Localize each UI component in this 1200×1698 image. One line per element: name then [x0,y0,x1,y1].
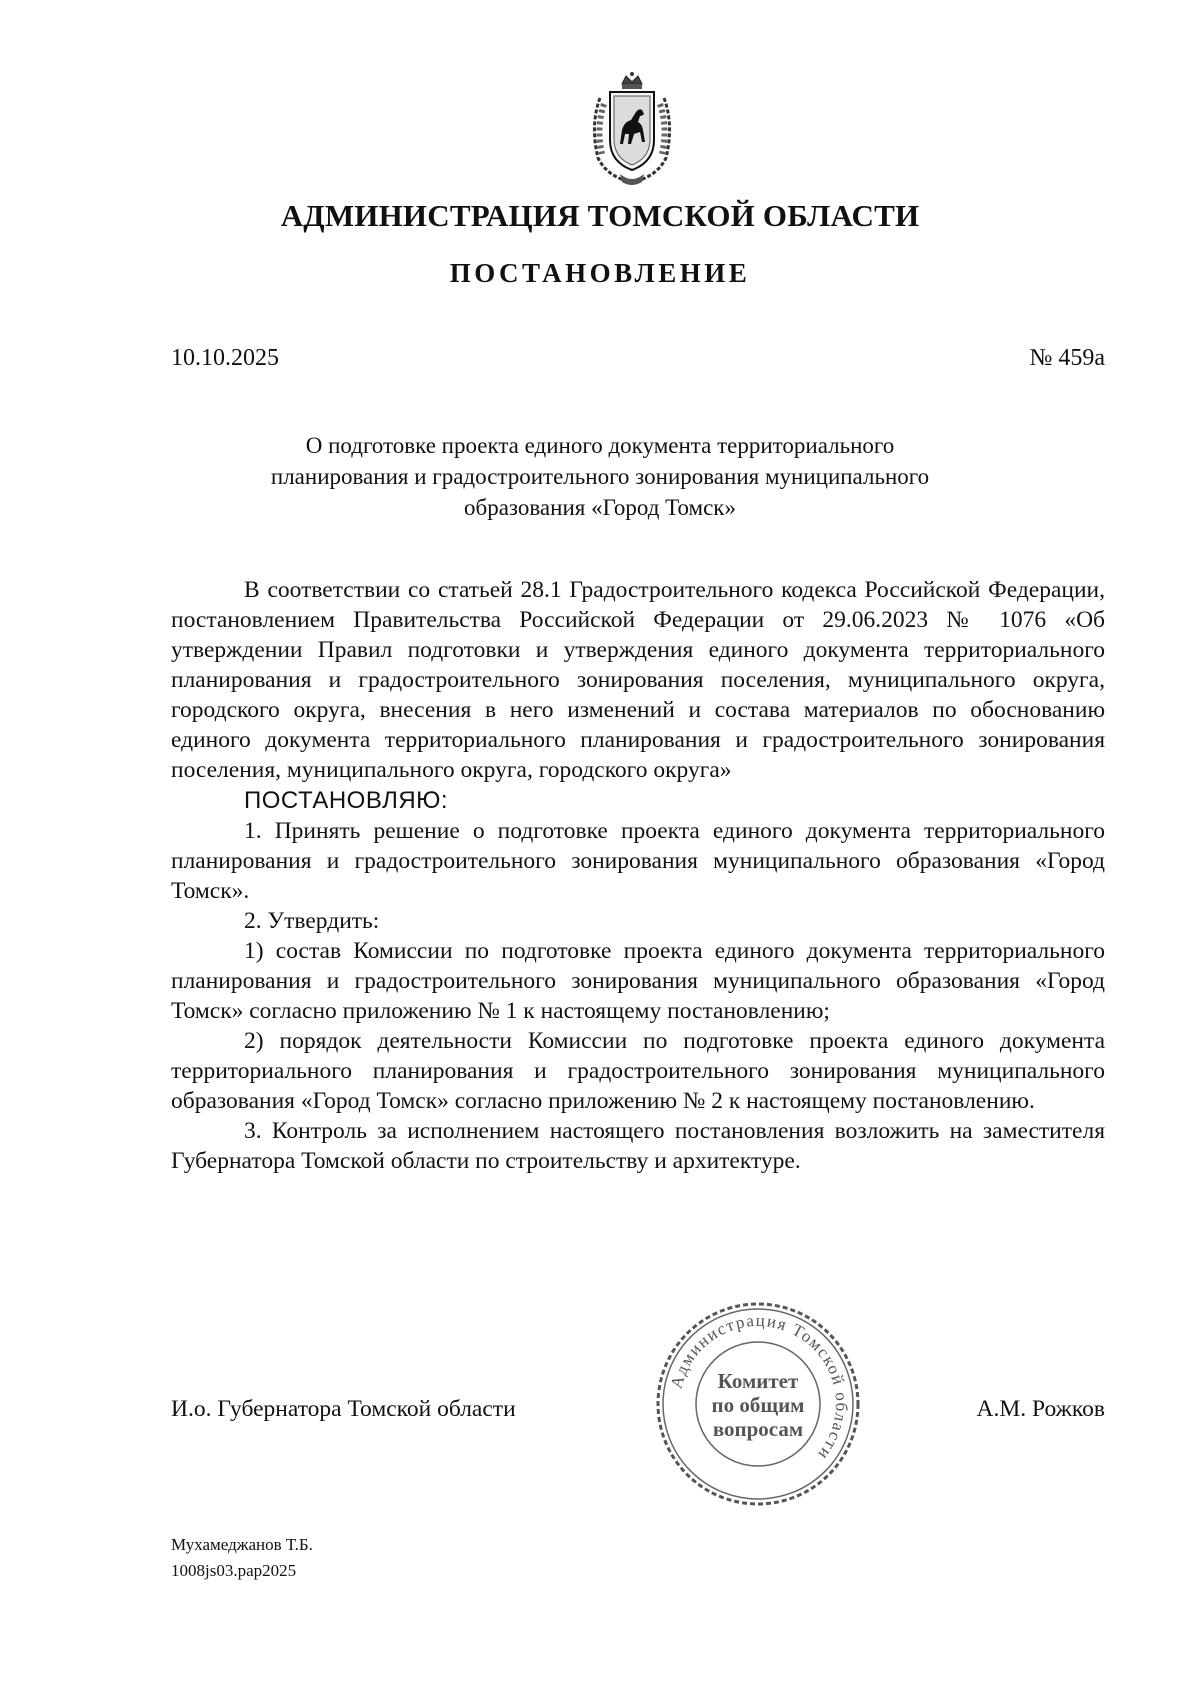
document-subject [200,430,1000,523]
item-2-2-paragraph: 2) порядок деятельности Комиссии по подготовке проекта единого документа территориального планирования и градостроительного зонирования муниципального образования «Город Томск» согласно приложению № 2 к настоящему постановлению. [171,1028,1105,1114]
document-date: 10.10.2025 [171,345,279,371]
performer-name: Мухамеджанов Т.Б. [171,1535,313,1554]
official-stamp-seal [652,1298,864,1510]
stamp-ring-text: Администрация Томской области [666,1310,852,1465]
document-type-title: ПОСТАНОВЛЕНИЕ [449,258,751,288]
performer-block [171,1532,313,1584]
subject-line: планирования и градостроительного зонирования муниципального [270,464,930,489]
tomsk-oblast-coat-of-arms-icon [584,70,680,190]
item-3-paragraph: 3. Контроль за исполнением настоящего постановления возложить на заместителя Губернатора Томской области по строительству и архитектуре. [171,1118,1105,1174]
stamp-text-line: Комитет [717,1369,799,1393]
signer-position: И.о. Губернатора Томской области [171,1396,516,1422]
decree-word: ПОСТАНОВЛЯЮ: [244,787,449,814]
item-1-paragraph: 1. Принять решение о подготовке проекта единого документа территориального планирования и градостроительного зонирования муниципального образования «Город Томск». [171,818,1105,904]
subject-line: образования «Город Томск» [464,495,736,520]
preamble-paragraph: В соответствии со статьей 28.1 Градостроительного кодекса Российской Федерации, постановлением Правительства Российской Федерации от 29.06.2023 № 1076 «Об утверждении Правил подготовки и утверждения единого документа территориального планирования и градостроительного зонирования поселения, муниципального округа, городского округа, внесения в него изменений и состава материалов по обоснованию единого документа территориального планирования и градостроительного зонирования поселения, муниципального округа, городского округа» [171,577,1105,783]
document-number: № 459а [1029,345,1105,371]
document-body [171,575,1105,1176]
subject-line: О подготовке проекта единого документа территориального [305,433,895,458]
item-2-paragraph: 2. Утвердить: [244,908,380,934]
signer-name: А.М. Рожков [976,1396,1105,1422]
stamp-text-line: вопросам [712,1417,804,1441]
stamp-text-line: по общим [711,1393,805,1417]
item-2-1-paragraph: 1) состав Комиссии по подготовке проекта единого документа территориального планирования и градостроительного зонирования муниципального образования «Город Томск» согласно приложению № 1 к настоящему постановлению; [171,938,1105,1024]
organization-title: АДМИНИСТРАЦИЯ ТОМСКОЙ ОБЛАСТИ [280,198,920,233]
performer-file-code: 1008js03.pap2025 [171,1561,297,1580]
